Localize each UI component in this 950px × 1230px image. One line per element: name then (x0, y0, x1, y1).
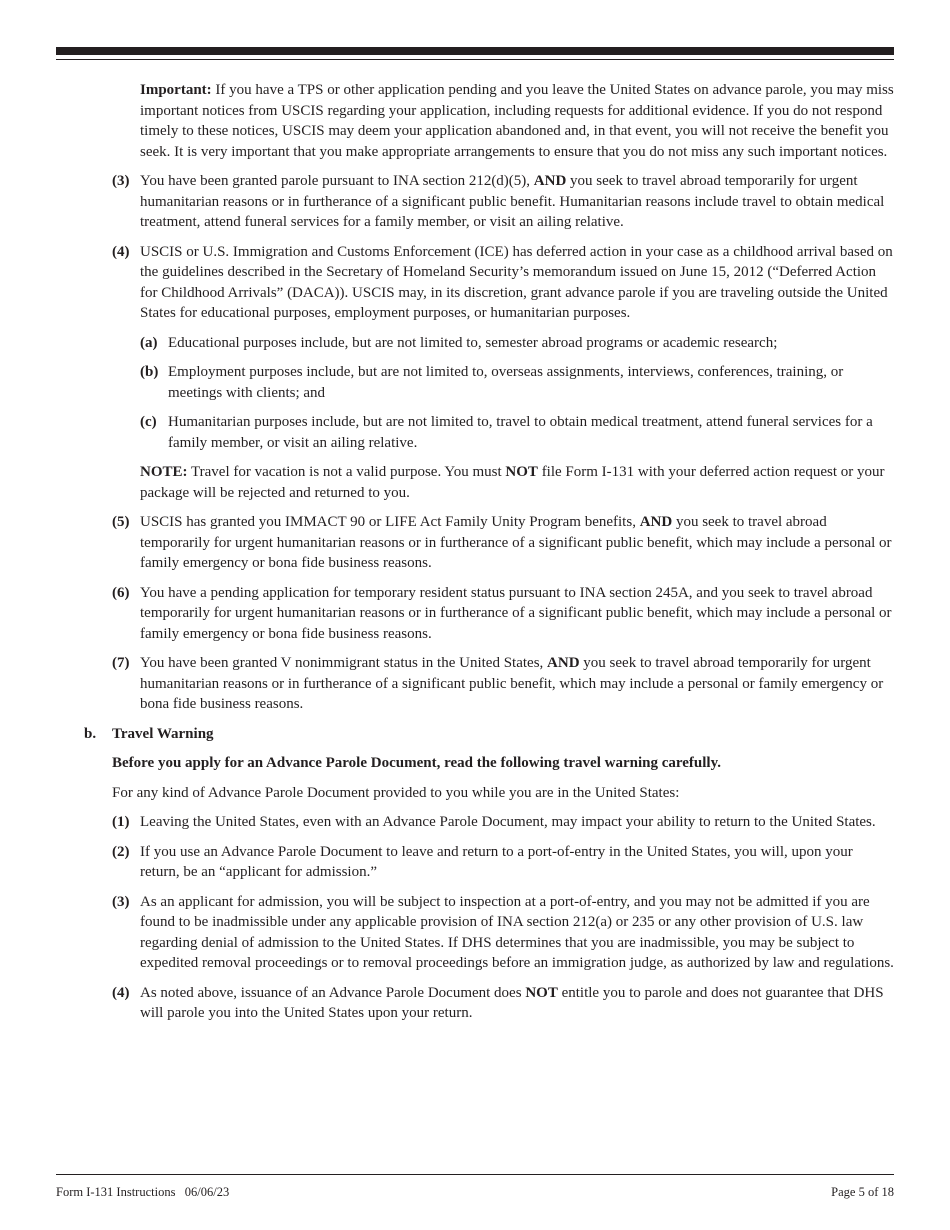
item-number: (3) (112, 173, 130, 189)
item-text: As an applicant for admission, you will be subject to inspection at a port-of-entry, and you may not be admitted if you are found to be inadmissible under any applicable provision of INA section 212(a) or 235 or any other provision of U.S. law regarding denial of admission to the United States. If DHS determines that you are inadmissible, you may be subject to expedited removal proceedings or to removal proceedings before an immigration judge, as authorized by law and regulations. (140, 893, 894, 971)
note-label: NOTE: (140, 464, 188, 480)
item-text-emphasis: AND (547, 655, 580, 671)
item-text: USCIS or U.S. Immigration and Customs Enforcement (ICE) has deferred action in your case as a childhood arrival based on the guidelines described in the Secretary of Homeland Security’s memorandum issued on June 15, 2012 (“Deferred Action for Childhood Arrivals” (DACA)). USCIS may, in its discretion, grant advance parole if you are traveling outside the United States for educational purposes, employment purposes, or humanitarian purposes. (140, 243, 893, 321)
item-text-emphasis: AND (639, 514, 673, 530)
section-b-heading (56, 724, 894, 745)
page-content (56, 80, 894, 1033)
item-text (140, 653, 894, 715)
sub-item-b (56, 362, 894, 403)
note-text-part: file Form I-131 with your deferred action request or your package will be rejected and returned to you. (140, 464, 885, 501)
item-text (140, 171, 894, 233)
list-item-7 (56, 653, 894, 715)
item-text-part: USCIS has granted you IMMACT 90 or LIFE Act Family Unity Program benefits, (140, 514, 640, 530)
warning-item-1 (56, 812, 894, 833)
warning-item-3 (56, 892, 894, 974)
header-rule-thick (56, 47, 894, 55)
header-rule-thin (56, 59, 894, 60)
item-text-emphasis: AND (533, 173, 567, 189)
item-number: (1) (112, 814, 130, 830)
item-number: (4) (112, 984, 130, 1001)
item-number: (7) (112, 655, 130, 671)
sub-item-a (56, 333, 894, 354)
item-text-part: you seek to travel abroad temporarily for urgent humanitarian reasons or in furtherance of a significant public benefit. Humanitarian reasons include travel to obtain medical treatment, attend funeral services for a family member, or visit an ailing relative. (140, 173, 885, 230)
sub-item-number: (c) (140, 414, 157, 430)
item-text: You have a pending application for temporary resident status pursuant to INA section 245A, and you seek to travel abroad temporarily for urgent humanitarian reasons or in furtherance of a significant public benefit, which may include a personal or family emergency or bona fide business reasons. (140, 584, 892, 642)
item-text-part: You have been granted parole pursuant to INA section 212(d)(5), (140, 173, 534, 189)
item-number: (3) (112, 893, 130, 910)
list-item-3 (56, 171, 894, 233)
item-text: If you use an Advance Parole Document to leave and return to a port-of-entry in the United States, you will, upon your return, be an “applicant for admission.” (140, 843, 853, 880)
item-text: Leaving the United States, even with an Advance Parole Document, may impact your ability to return to the United States. (140, 814, 876, 830)
item-number: (2) (112, 843, 130, 860)
warning-item-2 (56, 842, 894, 883)
item-text-part: you seek to travel abroad temporarily for urgent humanitarian reasons or in furtherance of a significant public benefit, which may include a personal or family emergency or bona fide business reasons. (140, 514, 892, 571)
item-text-part: As noted above, issuance of an Advance Parole Document does (140, 984, 526, 1001)
important-paragraph (140, 80, 894, 162)
section-title: Travel Warning (112, 725, 214, 742)
sub-item-text: Humanitarian purposes include, but are not limited to, travel to obtain medical treatment, attend funeral services for a family member, or visit an ailing relative. (168, 414, 873, 451)
warning-intro: Before you apply for an Advance Parole Document, read the following travel warning carefully. (112, 755, 721, 771)
note-emphasis: NOT (505, 464, 538, 480)
note-text-part: Travel for vacation is not a valid purpose. You must (187, 464, 506, 480)
sub-item-c (56, 412, 894, 453)
item-text-emphasis: NOT (525, 984, 558, 1001)
item-text (140, 983, 894, 1024)
item-text-part: entitle you to parole and does not guarantee that DHS will parole you into the United States upon your return. (140, 984, 884, 1021)
sub-item-text: Educational purposes include, but are not limited to, semester abroad programs or academic research; (168, 334, 778, 351)
important-label: Important: (140, 82, 212, 98)
item-text-part: you seek to travel abroad temporarily for urgent humanitarian reasons or in furtherance of a significant public benefit, which may include a personal or family emergency or bona fide business reasons. (140, 655, 884, 712)
item-number: (5) (112, 514, 130, 530)
item-number: (6) (112, 584, 130, 601)
section-letter: b. (84, 725, 97, 742)
sub-item-text: Employment purposes include, but are not limited to, overseas assignments, interviews, conferences, training, or meetings with clients; and (168, 364, 844, 401)
warning-item-4 (56, 983, 894, 1024)
footer-page-number: Page 5 of 18 (831, 1185, 894, 1199)
important-text: If you have a TPS or other application pending and you leave the United States on advance parole, you may miss important notices from USCIS regarding your application, including requests for additional evidence. If you do not respond timely to these notices, USCIS may deem your application abandoned and, in that event, you will not receive the benefit you seek. It is very important that you make appropriate arrangements to ensure that you do not miss any such important notices. (140, 82, 894, 160)
warning-lead: For any kind of Advance Parole Document provided to you while you are in the United States: (112, 784, 680, 801)
item-text-part: You have been granted V nonimmigrant status in the United States, (140, 655, 548, 671)
footer-form-id: Form I-131 Instructions 06/06/23 (56, 1185, 230, 1199)
note-paragraph (140, 462, 894, 503)
footer-rule (56, 1174, 894, 1175)
sub-item-number: (a) (140, 334, 158, 351)
list-item-4 (56, 242, 894, 324)
list-item-6 (56, 583, 894, 645)
item-number: (4) (112, 243, 130, 260)
list-item-5 (56, 512, 894, 574)
item-text (140, 512, 894, 574)
sub-item-number: (b) (140, 364, 159, 380)
